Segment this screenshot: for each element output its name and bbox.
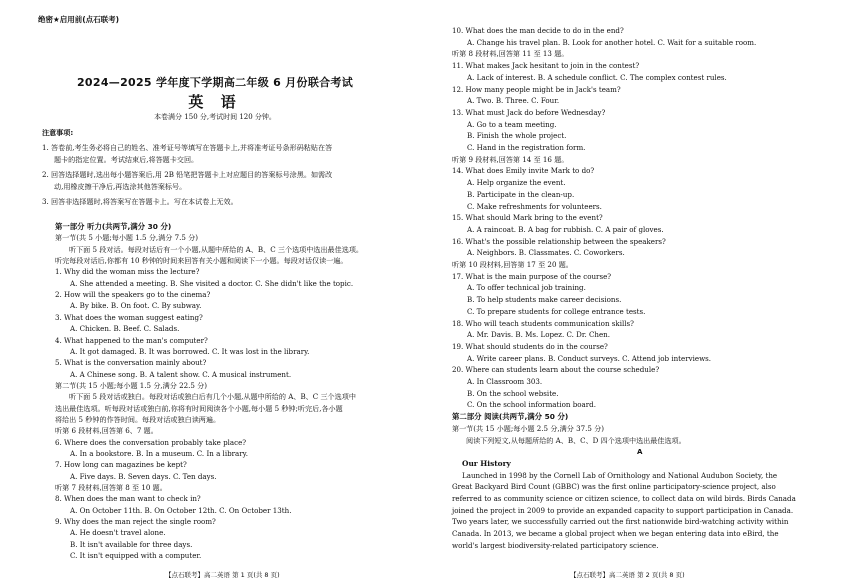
- text-line: 6. Where does the conversation probably take place?: [55, 437, 247, 447]
- text-line: A. Two. B. Three. C. Four.: [467, 96, 560, 106]
- text-line: Great Backyard Bird Count (GBBC) was the first online participatory-science project, also: [452, 482, 776, 492]
- text-line: A. He doesn't travel alone.: [70, 528, 166, 538]
- text-line: 选出最佳选项。听每段对话或独白前,你将有时间阅读各个小题,每小题 5 秒钟;听完后,各小题: [55, 403, 343, 413]
- subject-title: 英 语: [188, 93, 242, 111]
- text-line: 11. What makes Jack hesitant to join in the contest?: [452, 61, 640, 71]
- text-line: joined the project in 2009 to provide an expanded capacity to support participation in Canada.: [452, 505, 794, 515]
- text-line: Launched in 1998 by the Cornell Lab of Ornithology and National Audubon Society, the: [462, 470, 778, 480]
- text-line: A. A Chinese song. B. A talent show. C. A musical instrument.: [70, 369, 292, 379]
- text-line: 1. Why did the woman miss the lecture?: [55, 267, 200, 277]
- text-line: 16. What's the possible relationship between the speakers?: [452, 236, 666, 246]
- text-line: C. Make refreshments for volunteers.: [467, 201, 602, 211]
- confidential-label: 绝密★启用前(点石联考): [38, 15, 120, 24]
- text-line: B. Participate in the clean-up.: [467, 189, 575, 199]
- text-line: A. In a bookstore. B. In a museum. C. In a library.: [70, 449, 248, 458]
- text-line: 第二节(共 15 小题;每小题 1.5 分,满分 22.5 分): [55, 380, 208, 390]
- text-line: A. Help organize the event.: [467, 178, 566, 188]
- text-line: C. It isn't equipped with a computer.: [70, 551, 202, 561]
- text-line: A. To offer technical job training.: [467, 283, 586, 293]
- text-line: A. Change his travel plan. B. Look for another hotel. C. Wait for a suitable room.: [467, 37, 757, 47]
- text-line: 听第 9 段材料,回答第 14 至 16 题。: [452, 154, 569, 164]
- text-line: B. It isn't available for three days.: [70, 539, 193, 549]
- text-line: 听第 7 段材料,回答第 8 至 10 题。: [55, 483, 167, 493]
- text-line: 19. What should students do in the course?: [452, 341, 608, 351]
- text-line: 将给出 5 秒钟的作答时间。每段对话或独白读两遍。: [55, 414, 221, 424]
- text-line: 听第 8 段材料,回答第 11 至 13 题。: [452, 49, 569, 59]
- text-line: 第一部分 听力(共两节,满分 30 分): [55, 222, 172, 231]
- text-line: A. In Classroom 303.: [467, 377, 543, 386]
- text-line: B. To help students make career decisions.: [467, 295, 622, 305]
- note-line: 1. 答卷前,考生务必将自己的姓名、准考证号等填写在答题卡上,并将准考证号条形码粘贴在答: [42, 143, 333, 152]
- text-line: 14. What does Emily invite Mark to do?: [452, 166, 595, 176]
- text-line: 阅读下列短文,从每题所给的 A、B、C、D 四个选项中选出最佳选项。: [466, 435, 686, 445]
- note-line: 动,用橡皮擦干净后,再选涂其他答案标号。: [54, 182, 187, 191]
- text-line: 17. What is the main purpose of the course?: [452, 271, 612, 281]
- text-line: A. A raincoat. B. A bag for rubbish. C. A pair of gloves.: [467, 224, 664, 234]
- text-line: B. Finish the whole project.: [467, 131, 567, 141]
- text-line: A. Neighbors. B. Classmates. C. Coworkers.: [467, 248, 625, 258]
- text-line: B. On the school website.: [467, 388, 559, 398]
- page-footer: 【点石联考】高二英语 第 2 页(共 8 页): [570, 571, 685, 579]
- text-line: 3. What does the woman suggest eating?: [55, 312, 203, 322]
- text-line: A. Five days. B. Seven days. C. Ten days.: [70, 471, 217, 481]
- text-line: 听下面 5 段对话或独白。每段对话或独白后有几个小题,从题中所给的 A、B、C 三个选项中: [69, 392, 356, 402]
- text-line: 2. How will the speakers go to the cinema?: [55, 290, 211, 300]
- note-line: 3. 回答非选择题时,将答案写在答题卡上。写在本试卷上无效。: [42, 197, 238, 206]
- text-line: 10. What does the man decide to do in the end?: [452, 26, 624, 35]
- text-line: A. On October 11th. B. On October 12th. C. On October 13th.: [70, 505, 292, 515]
- text-line: Two years later, we successfully carried out the first nationwide bird-watching activity within: [452, 517, 789, 527]
- note-line: 2. 回答选择题时,选出每小题答案后,用 2B 铅笔把答题卡上对应题目的答案标号涂黑。如需改: [42, 170, 333, 179]
- text-line: C. To prepare students for college entrance tests.: [467, 306, 646, 316]
- text-line: 听第 6 段材料,回答第 6、7 题。: [55, 426, 158, 436]
- text-line: 听第 10 段材料,回答第 17 至 20 题。: [452, 260, 573, 269]
- text-line: A. She attended a meeting. B. She visited a doctor. C. She didn't like the topic.: [70, 278, 354, 288]
- text-line: 听下面 5 段对话。每段对话后有一个小题,从题中所给的 A、B、C 三个选项中选出最佳选项。: [69, 244, 364, 254]
- text-line: 18. Who will teach students communication skills?: [452, 318, 634, 328]
- text-line: C. On the school information board.: [467, 400, 596, 410]
- text-line: Our History: [462, 458, 511, 468]
- text-line: A. Chicken. B. Beef. C. Salads.: [70, 324, 180, 334]
- text-line: A. Mr. Davis. B. Ms. Lopez. C. Dr. Chen.: [467, 330, 610, 340]
- text-line: 12. How many people might be in Jack's team?: [452, 84, 621, 94]
- text-line: A: [637, 447, 643, 457]
- text-line: C. Hand in the registration form.: [467, 143, 586, 152]
- text-line: 15. What should Mark bring to the event?: [452, 213, 603, 223]
- page-footer: 【点石联考】高二英语 第 1 页(共 8 页): [165, 571, 280, 579]
- text-line: 听完每段对话后,你都有 10 秒钟的时间来回答有关小题和阅读下一小题。每段对话仅读一遍。: [55, 256, 348, 266]
- text-line: A. Go to a team meeting.: [467, 119, 557, 129]
- text-line: A. By bike. B. On foot. C. By subway.: [70, 301, 202, 311]
- note-line: 题卡的指定位置。考试结束后,将答题卡交回。: [54, 155, 199, 164]
- text-line: A. Write career plans. B. Conduct surveys. C. Attend job interviews.: [467, 353, 712, 363]
- exam-title: 2024—2025 学年度下学期高二年级 6 月份联合考试: [76, 76, 354, 89]
- text-line: 第二部分 阅读(共两节,满分 50 分): [452, 412, 569, 422]
- text-line: 第一节(共 5 小题;每小题 1.5 分,满分 7.5 分): [55, 233, 199, 243]
- text-line: 8. When does the man want to check in?: [55, 494, 201, 504]
- text-line: 20. Where can students learn about the course schedule?: [452, 365, 660, 375]
- text-line: 7. How long can magazines be kept?: [55, 460, 187, 470]
- text-line: referred to as community science or citizen science, to collect data on wild birds. Birds Canada: [452, 494, 796, 503]
- text-line: Canada. In 2013, we became a global project when we began entering data into eBird, the: [452, 529, 779, 539]
- text-line: 13. What must Jack do before Wednesday?: [452, 107, 606, 117]
- text-line: A. Lack of interest. B. A schedule conflict. C. The complex contest rules.: [467, 72, 727, 82]
- text-line: world's largest biodiversity-related participatory science.: [452, 540, 659, 550]
- text-line: 5. What is the conversation mainly about?: [55, 358, 207, 368]
- text-line: 4. What happened to the man's computer?: [55, 335, 208, 345]
- notes-heading: 注意事项:: [42, 128, 74, 137]
- text-line: 9. Why does the man reject the single room?: [55, 517, 216, 527]
- text-line: A. It got damaged. B. It was borrowed. C. It was lost in the library.: [70, 346, 310, 356]
- text-line: 第一节(共 15 小题;每小题 2.5 分,满分 37.5 分): [452, 423, 605, 433]
- exam-meta: 本卷满分 150 分,考试时间 120 分钟。: [154, 113, 276, 121]
